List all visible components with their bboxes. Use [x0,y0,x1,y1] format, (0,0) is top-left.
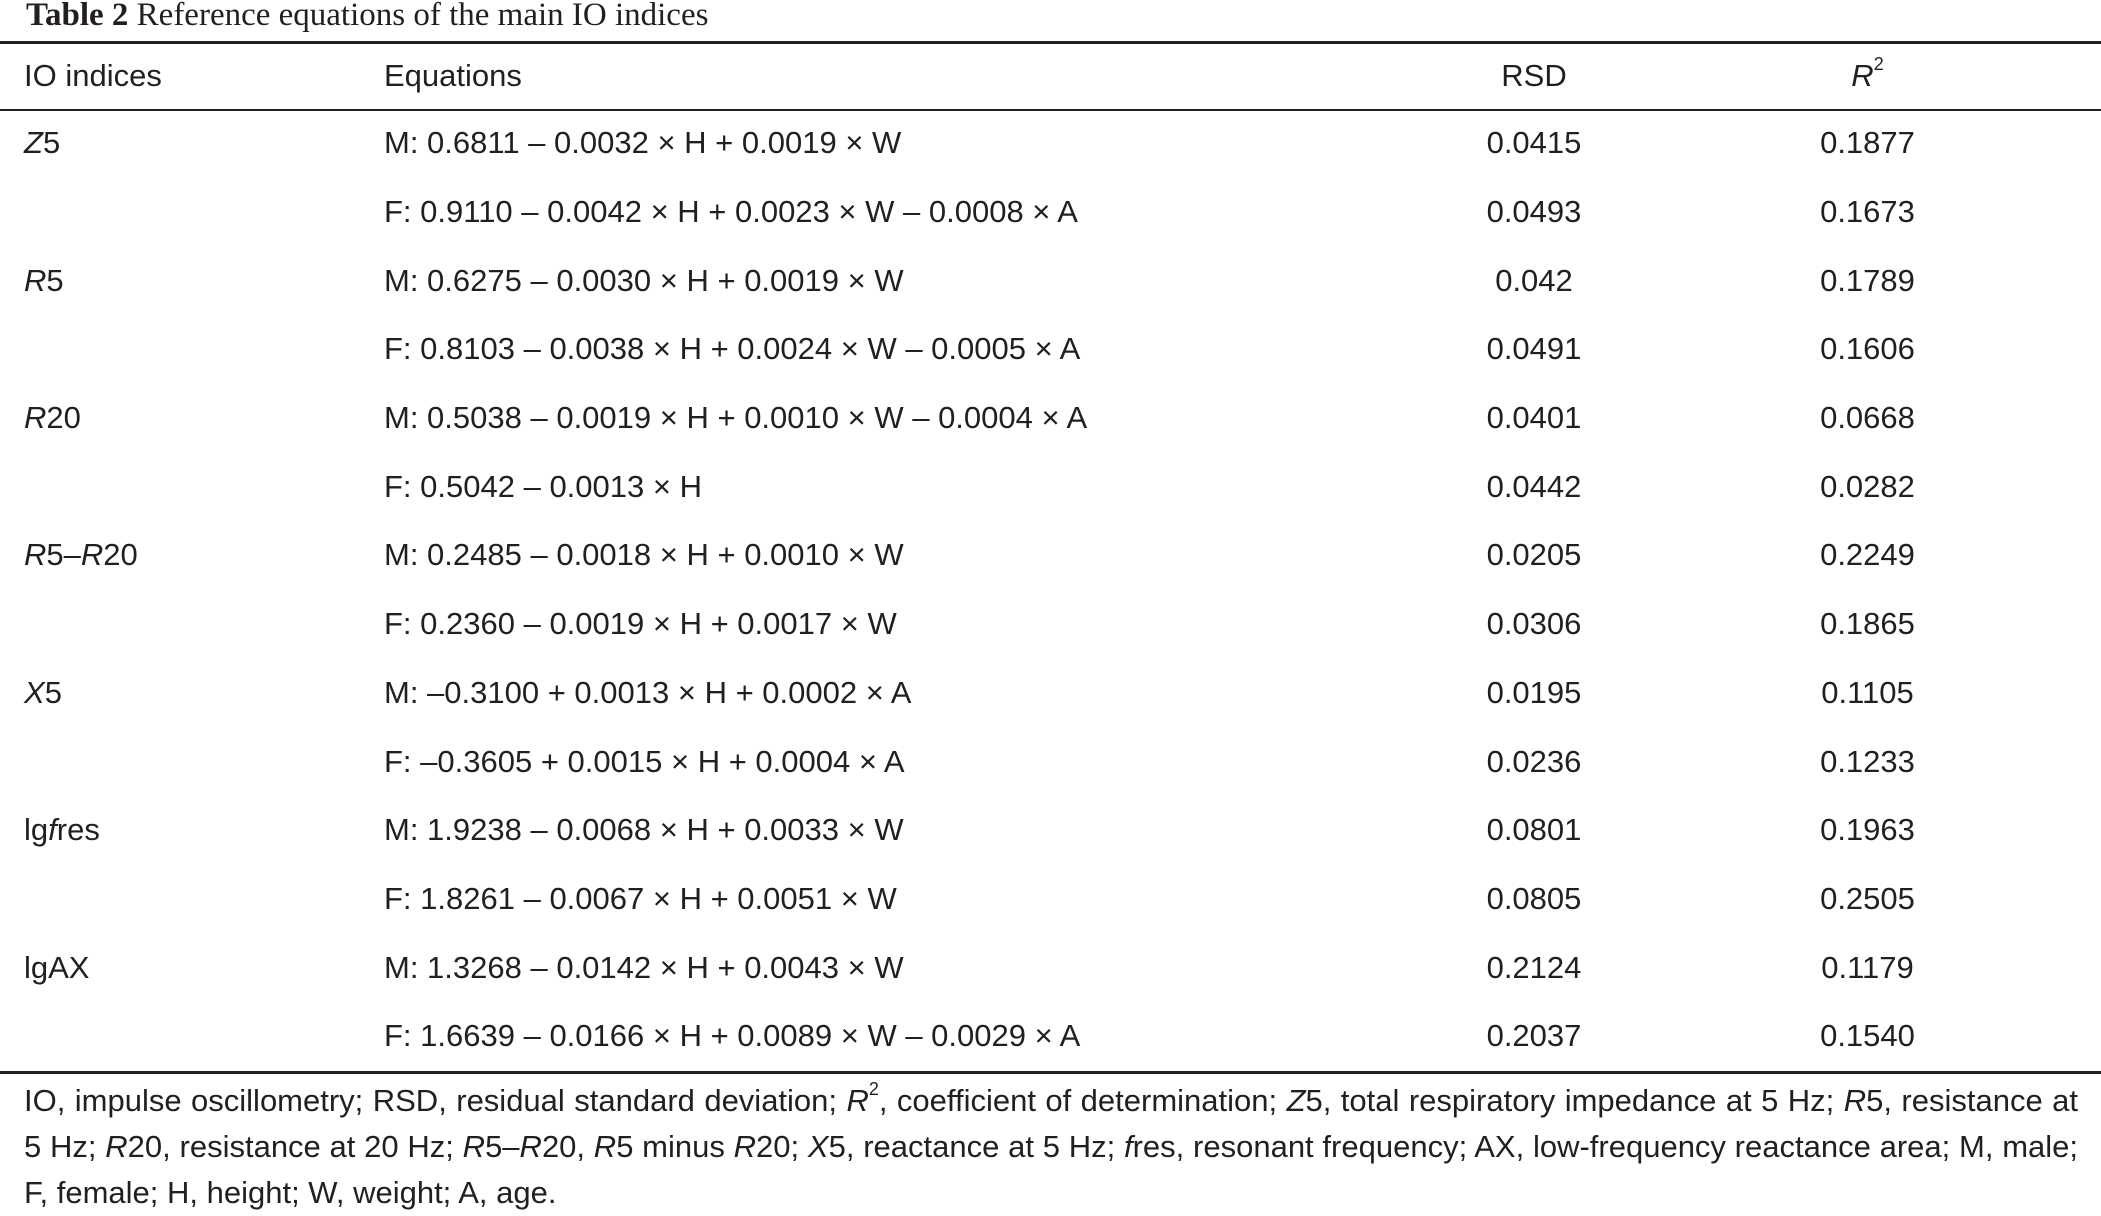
cell-equation: F: 0.2360 – 0.0019 × H + 0.0017 × W [384,606,897,642]
cell-r2: 0.2249 [1820,537,1915,573]
cell-io-index [0,727,384,796]
cell-equation: M: –0.3100 + 0.0013 × H + 0.0002 × A [384,674,912,710]
cell-equation: M: 0.5038 – 0.0019 × H + 0.0010 × W – 0.0004 × A [384,400,1088,436]
cell-rsd: 0.0805 [1486,880,1582,916]
header-io-indices: IO indices [24,58,162,93]
table-row [0,1002,2101,1071]
cell-equation: M: 1.9238 – 0.0068 × H + 0.0033 × W [384,812,904,848]
cell-io-index: lgfres [24,812,100,848]
cell-r2: 0.1105 [1821,674,1914,710]
table-row [0,452,2101,521]
table-row [0,315,2101,384]
cell-r2: 0.1233 [1820,743,1915,779]
header-row [0,43,2101,109]
header-rsd: RSD [1501,58,1567,93]
table-row [0,384,2101,453]
header-r2-base: R [1851,58,1874,93]
cell-io-index: lgAX [24,949,90,985]
cell-rsd: 0.042 [1495,262,1573,298]
cell-io-index: R20 [24,400,81,436]
cell-io-index [0,590,384,659]
cell-equation: F: 1.8261 – 0.0067 × H + 0.0051 × W [384,880,897,916]
reference-equations-table [0,43,2101,1071]
table-row [0,178,2101,247]
cell-rsd: 0.0401 [1486,400,1582,436]
cell-equation: M: 0.2485 – 0.0018 × H + 0.0010 × W [384,537,904,573]
table-row [0,727,2101,796]
cell-io-index: R5–R20 [24,537,138,573]
cell-equation: M: 1.3268 – 0.0142 × H + 0.0043 × W [384,949,904,985]
cell-r2: 0.1877 [1820,125,1915,161]
cell-r2: 0.1540 [1820,1018,1915,1054]
cell-rsd: 0.0205 [1486,537,1582,573]
cell-r2: 0.1789 [1820,262,1915,298]
cell-r2: 0.1673 [1820,194,1915,230]
cell-r2: 0.2505 [1820,880,1915,916]
cell-equation: F: 0.5042 – 0.0013 × H [384,468,702,504]
cell-rsd: 0.0415 [1486,125,1582,161]
table-row [0,109,2101,178]
cell-io-index [0,865,384,934]
table-row [0,865,2101,934]
table-row [0,246,2101,315]
table-label: Table 2 [26,0,129,33]
cell-equation: M: 0.6811 – 0.0032 × H + 0.0019 × W [384,125,902,161]
cell-equation: F: –0.3605 + 0.0015 × H + 0.0004 × A [384,743,905,779]
cell-rsd: 0.2037 [1486,1018,1582,1054]
cell-rsd: 0.0236 [1486,743,1582,779]
cell-io-index [0,452,384,521]
cell-rsd: 0.0491 [1486,331,1582,367]
cell-io-index: X5 [24,674,62,710]
table-row [0,796,2101,865]
cell-r2: 0.1179 [1821,949,1914,985]
cell-equation: F: 0.9110 – 0.0042 × H + 0.0023 × W – 0.0008 × A [384,194,1078,230]
table-row [0,521,2101,590]
cell-r2: 0.1865 [1820,606,1915,642]
bottom-rule [0,1071,2101,1074]
table-title: Reference equations of the main IO indices [136,0,709,33]
cell-r2: 0.1606 [1820,331,1915,367]
cell-io-index [0,178,384,247]
cell-rsd: 0.0306 [1486,606,1582,642]
cell-io-index: Z5 [24,125,61,161]
table-caption [26,0,708,32]
cell-rsd: 0.2124 [1486,949,1582,985]
header-r2-sup: 2 [1873,54,1884,74]
cell-r2: 0.0282 [1820,468,1915,504]
cell-io-index [0,315,384,384]
cell-rsd: 0.0801 [1486,812,1582,848]
cell-io-index: R5 [24,262,64,298]
cell-rsd: 0.0442 [1486,468,1582,504]
table-row [0,590,2101,659]
cell-io-index [0,1002,384,1071]
cell-equation: M: 0.6275 – 0.0030 × H + 0.0019 × W [384,262,904,298]
table-footnote: IO, impulse oscillometry; RSD, residual standard deviation; $R^2$, coefficient of determination; Z5, total respiratory impedance at 5 Hz; R5, resistance at 5 Hz; R20, resistance at 20 Hz; R5–R20, R5 minus R20; X5, reactance at 5 Hz; fres, resonant frequency; AX, low-frequency reactance area; M, male; F, female; H, height; W, weight; A, age. [24,1079,2078,1210]
cell-r2: 0.0668 [1820,400,1915,436]
cell-equation: F: 0.8103 – 0.0038 × H + 0.0024 × W – 0.0005 × A [384,331,1081,367]
table-row [0,933,2101,1002]
cell-rsd: 0.0493 [1486,194,1582,230]
table-row [0,659,2101,728]
cell-r2: 0.1963 [1820,812,1915,848]
cell-equation: F: 1.6639 – 0.0166 × H + 0.0089 × W – 0.0029 × A [384,1018,1081,1054]
header-r2 [1634,43,2101,109]
header-equations: Equations [384,58,522,93]
cell-rsd: 0.0195 [1486,674,1582,710]
